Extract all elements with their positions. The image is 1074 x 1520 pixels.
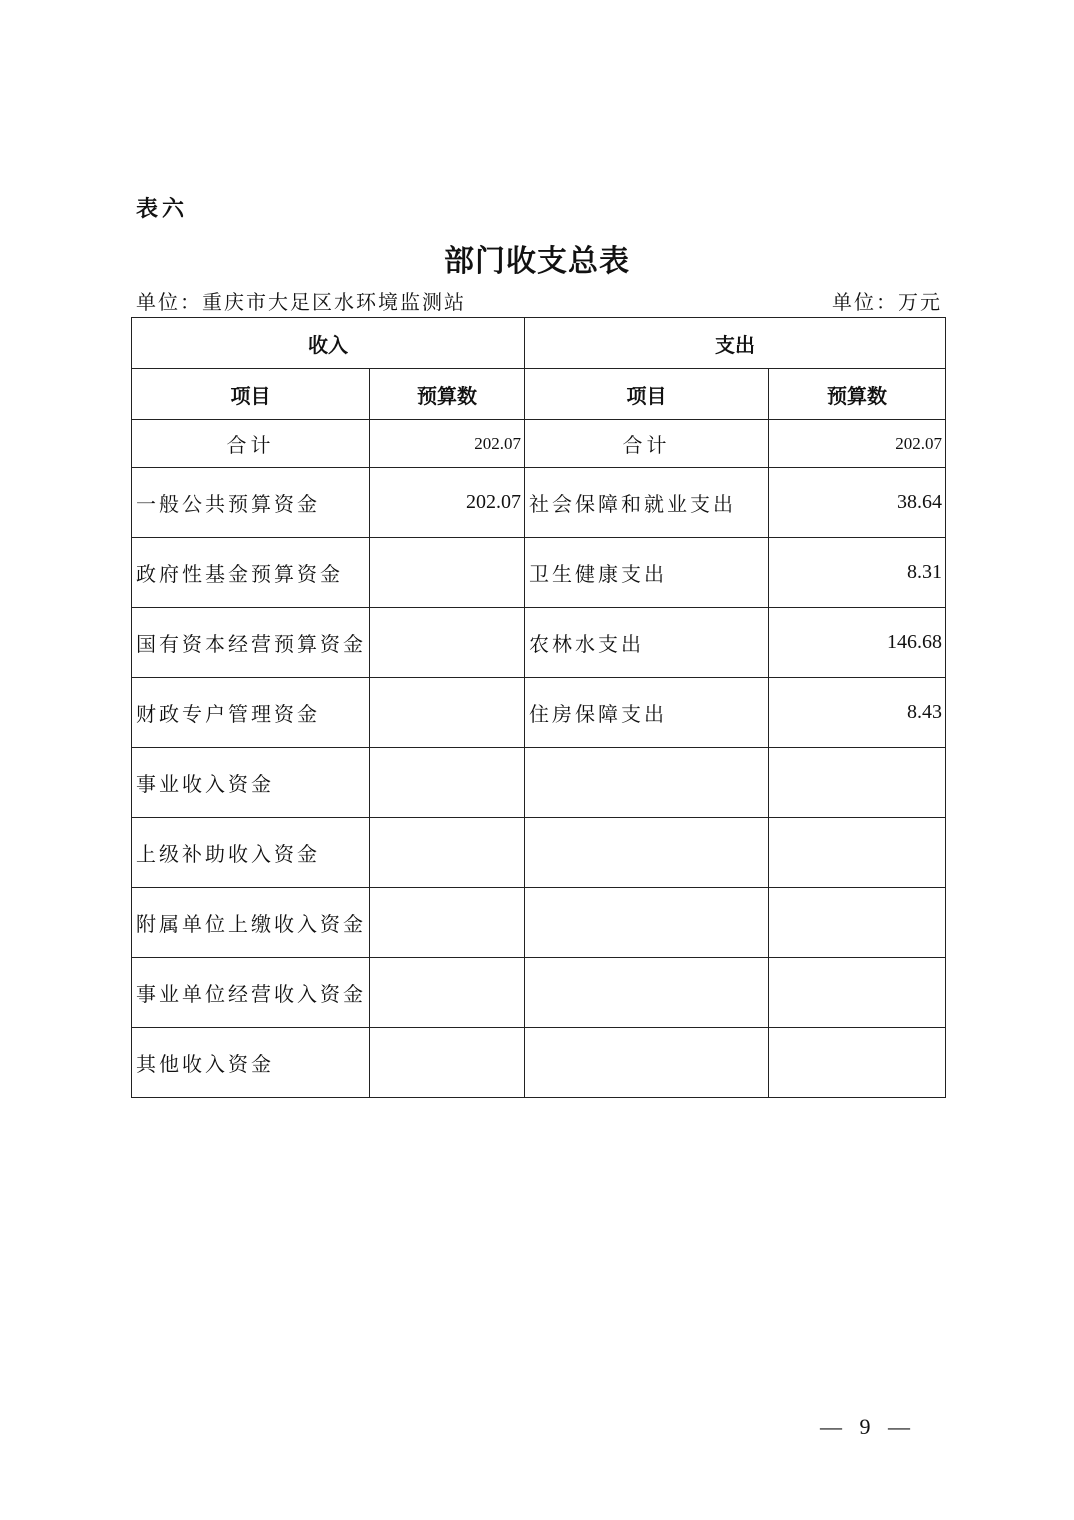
income-section-header: 收入 <box>132 318 525 369</box>
income-value: 202.07 <box>370 468 525 538</box>
expense-section-header: 支出 <box>525 318 946 369</box>
expense-value <box>769 888 946 958</box>
unit-currency: 单位：万元 <box>832 290 942 314</box>
income-value <box>370 888 525 958</box>
table-row <box>132 888 946 958</box>
expense-item: 住房保障支出 <box>525 678 769 748</box>
table-row <box>132 1028 946 1098</box>
income-value <box>370 958 525 1028</box>
expense-item: 农林水支出 <box>525 608 769 678</box>
income-value <box>370 538 525 608</box>
expense-item <box>525 1028 769 1098</box>
expense-value <box>769 958 946 1028</box>
expense-item: 卫生健康支出 <box>525 538 769 608</box>
income-budget-column-header: 预算数 <box>370 369 525 420</box>
expense-total-label: 合计 <box>525 420 769 468</box>
table-row <box>132 538 946 608</box>
expense-value: 8.31 <box>769 538 946 608</box>
section-header-row <box>132 318 946 369</box>
expense-item-column-header: 项目 <box>525 369 769 420</box>
income-item-column-header: 项目 <box>132 369 370 420</box>
column-header-row <box>132 369 946 420</box>
income-total-value: 202.07 <box>370 420 525 468</box>
expense-budget-column-header: 预算数 <box>769 369 946 420</box>
income-item: 事业单位经营收入资金 <box>132 958 370 1028</box>
expense-item <box>525 818 769 888</box>
income-item: 财政专户管理资金 <box>132 678 370 748</box>
income-item: 其他收入资金 <box>132 1028 370 1098</box>
table-row <box>132 958 946 1028</box>
income-item: 上级补助收入资金 <box>132 818 370 888</box>
page-number: — 9 — <box>820 1414 916 1439</box>
income-value <box>370 678 525 748</box>
expense-value <box>769 748 946 818</box>
table-row <box>132 608 946 678</box>
expense-value <box>769 1028 946 1098</box>
table-label: 表六 <box>136 196 189 222</box>
income-value <box>370 748 525 818</box>
budget-summary-table <box>131 317 946 1098</box>
expense-value: 146.68 <box>769 608 946 678</box>
income-item: 政府性基金预算资金 <box>132 538 370 608</box>
income-value <box>370 1028 525 1098</box>
income-total-label: 合计 <box>132 420 370 468</box>
expense-value: 8.43 <box>769 678 946 748</box>
income-item: 事业收入资金 <box>132 748 370 818</box>
table-row <box>132 468 946 538</box>
table-row <box>132 818 946 888</box>
table-row <box>132 678 946 748</box>
expense-total-value: 202.07 <box>769 420 946 468</box>
income-item: 附属单位上缴收入资金 <box>132 888 370 958</box>
income-item: 一般公共预算资金 <box>132 468 370 538</box>
expense-value <box>769 818 946 888</box>
income-item: 国有资本经营预算资金 <box>132 608 370 678</box>
expense-item: 社会保障和就业支出 <box>525 468 769 538</box>
income-value <box>370 608 525 678</box>
total-row <box>132 420 946 468</box>
expense-value: 38.64 <box>769 468 946 538</box>
table-row <box>132 748 946 818</box>
expense-item <box>525 748 769 818</box>
expense-item <box>525 958 769 1028</box>
page-title: 部门收支总表 <box>444 244 630 279</box>
unit-organization: 单位：重庆市大足区水环境监测站 <box>136 290 466 314</box>
income-value <box>370 818 525 888</box>
expense-item <box>525 888 769 958</box>
